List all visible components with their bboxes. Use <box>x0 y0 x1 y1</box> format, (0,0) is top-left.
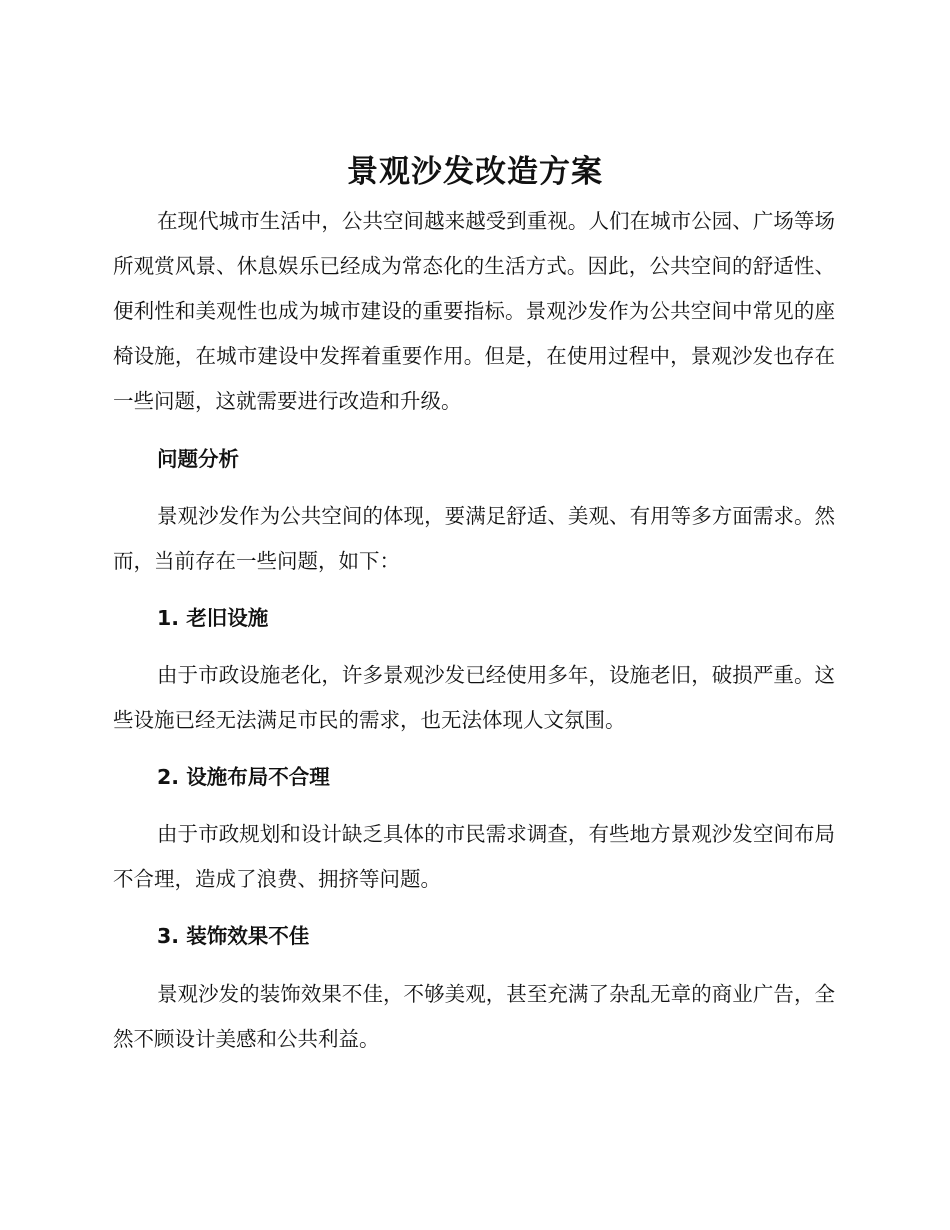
issue-heading-3: 3. 装饰效果不佳 <box>157 924 310 948</box>
issue-heading-1: 1. 老旧设施 <box>157 606 269 630</box>
intro-paragraph: 在现代城市生活中，公共空间越来越受到重视。人们在城市公园、广场等场所观赏风景、休息娱乐已经成为常态化的生活方式。因此，公共空间的舒适性、便利性和美观性也成为城市建设的重要指标。景观沙发作为公共空间中常见的座椅设施，在城市建设中发挥着重要作用。但是，在使用过程中，景观沙发也存在一些问题，这就需要进行改造和升级。 <box>113 209 835 413</box>
issue-heading-2: 2. 设施布局不合理 <box>157 765 330 789</box>
document-title: 景观沙发改造方案 <box>347 154 603 190</box>
issue-paragraph-2: 由于市政规划和设计缺乏具体的市民需求调查，有些地方景观沙发空间布局不合理，造成了浪费、拥挤等问题。 <box>113 822 835 891</box>
issue-paragraph-3: 景观沙发的装饰效果不佳，不够美观，甚至充满了杂乱无章的商业广告，全然不顾设计美感和公共利益。 <box>113 982 835 1051</box>
analysis-heading: 问题分析 <box>157 447 239 471</box>
analysis-paragraph: 景观沙发作为公共空间的体现，要满足舒适、美观、有用等多方面需求。然而，当前存在一些问题，如下： <box>113 504 835 573</box>
issue-paragraph-1: 由于市政设施老化，许多景观沙发已经使用多年，设施老旧，破损严重。这些设施已经无法满足市民的需求，也无法体现人文氛围。 <box>113 663 835 732</box>
